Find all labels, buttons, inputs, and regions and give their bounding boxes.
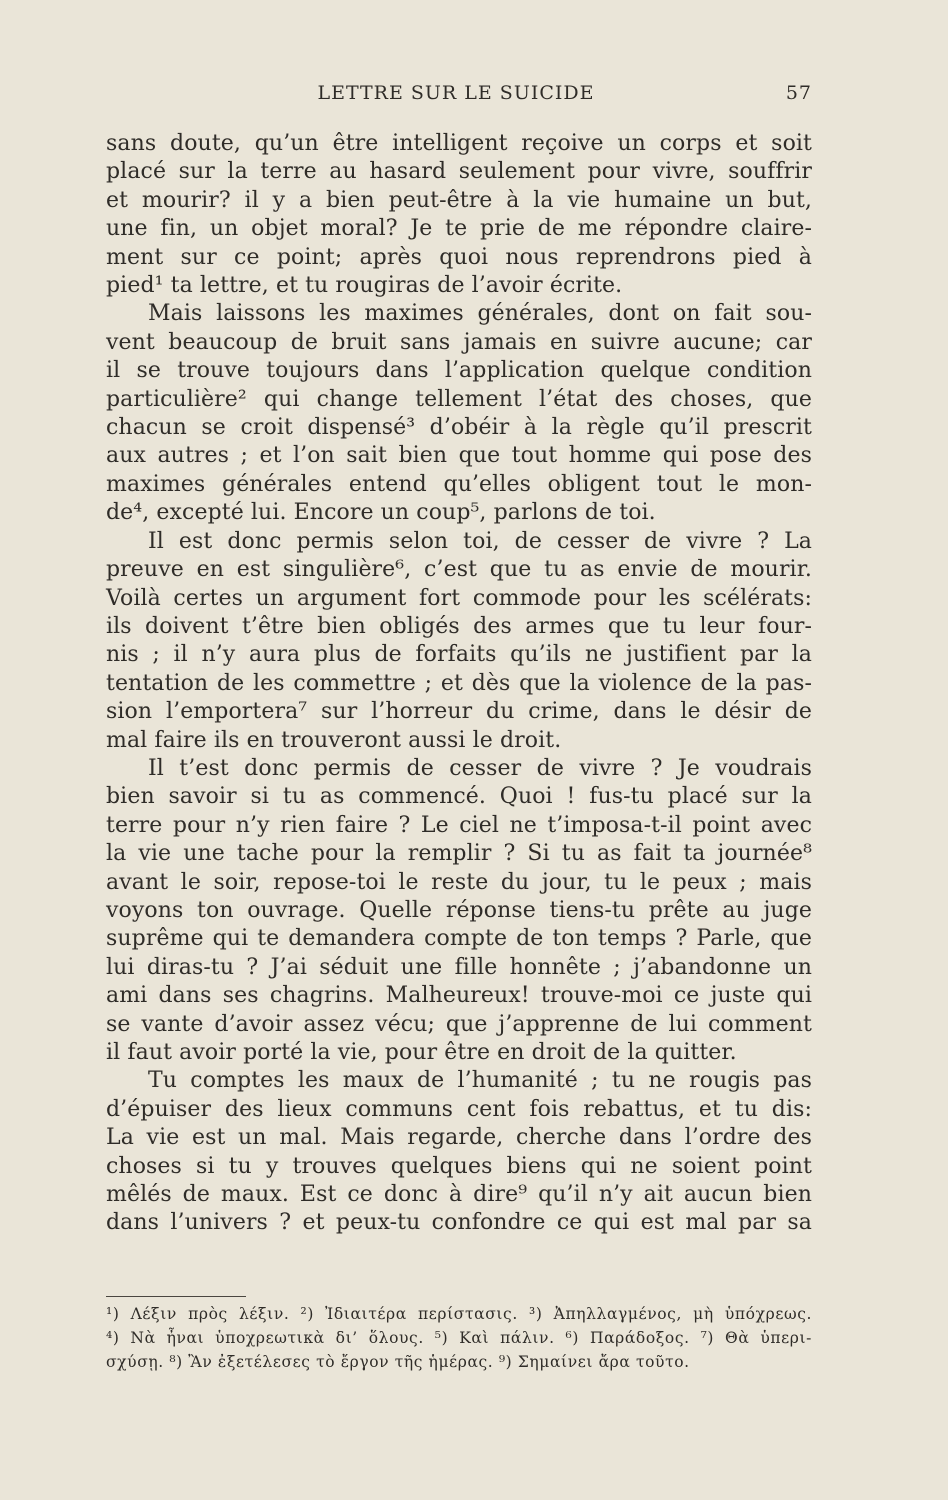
text-line: pied¹ ta lettre, et tu rougiras de l’avoir écrite.	[106, 273, 623, 299]
text-line: se vante d’avoir assez vécu; que j’apprenne de lui comment	[106, 1011, 812, 1037]
text-line: preuve en est singulière⁶, c’est que tu as envie de mourir.	[106, 557, 812, 583]
text-line: tentation de les commettre ; et dès que la violence de la pas-	[106, 670, 812, 696]
text-line: Mais laissons les maximes générales, dont on fait sou-	[148, 301, 812, 327]
text-line: particulière² qui change tellement l’état des choses, que	[106, 386, 812, 412]
text-line: nis ; il n’y aura plus de forfaits qu’ils ne justifient par la	[106, 642, 812, 668]
text-line: il se trouve toujours dans l’application quelque condition	[106, 358, 812, 384]
text-line: Il t’est donc permis de cesser de vivre ? Je voudrais	[148, 755, 812, 781]
running-title: LETTRE SUR LE SUICIDE	[317, 82, 595, 104]
footnote-divider	[106, 1296, 246, 1297]
text-line: La vie est un mal. Mais regarde, cherche dans l’ordre des	[106, 1125, 812, 1151]
text-line: Il est donc permis selon toi, de cesser de vivre ? La	[148, 528, 812, 554]
footnote-line: ¹) Λέξιν πρὸς λέξιν. ²) Ἰδιαιτέρα περίστασις. ³) Ἀπηλλαγμένος, μὴ ὑπόχρεως.	[106, 1305, 812, 1323]
text-line: bien savoir si tu as commencé. Quoi ! fus-tu placé sur la	[106, 784, 812, 810]
main-text	[106, 130, 812, 1238]
text-line: terre pour n’y rien faire ? Le ciel ne t’imposa-t-il point avec	[106, 812, 812, 838]
text-line: sans doute, qu’un être intelligent reçoive un corps et soit	[106, 131, 812, 156]
text-line: voyons ton ouvrage. Quelle réponse tiens-tu prête au juge	[106, 897, 812, 923]
text-line: et mourir? il y a bien peut-être à la vie humaine un but,	[106, 187, 812, 213]
footnote-line: σχύσῃ. ⁸) Ἂν ἐξετέλεσες τὸ ἔργον τῆς ἡμέρας. ⁹) Σημαίνει ἄρα τοῦτο.	[106, 1353, 690, 1371]
text-line: ment sur ce point; après quoi nous reprendrons pied à	[106, 244, 812, 270]
page-number: 57	[785, 82, 812, 104]
text-line: avant le soir, repose-toi le reste du jour, tu le peux ; mais	[106, 869, 812, 895]
text-line: d’épuiser des lieux communs cent fois rebattus, et tu dis:	[106, 1096, 812, 1122]
text-line: choses si tu y trouves quelques biens qui ne soient point	[106, 1153, 812, 1179]
text-line: il faut avoir porté la vie, pour être en droit de la quitter.	[106, 1040, 737, 1065]
footnotes	[106, 1302, 812, 1374]
footnote-line: ⁴) Νὰ ἦναι ὑποχρεωτικὰ δι’ ὅλους. ⁵) Καὶ πάλιν. ⁶) Παράδοξος. ⁷) Θὰ ὑπερι-	[106, 1329, 812, 1347]
text-line: maximes générales entend qu’elles obligent tout le mon-	[106, 471, 812, 497]
text-line: suprême qui te demandera compte de ton temps ? Parle, que	[106, 926, 812, 952]
text-line: de⁴, excepté lui. Encore un coup⁵, parlons de toi.	[106, 500, 656, 526]
text-line: Voilà certes un argument fort commode pour les scélérats:	[106, 585, 812, 611]
text-line: ami dans ses chagrins. Malheureux! trouve-moi ce juste qui	[106, 983, 812, 1009]
text-line: aux autres ; et l’on sait bien que tout homme qui pose des	[106, 443, 812, 469]
text-line: une fin, un objet moral? Je te prie de me répondre claire-	[106, 216, 812, 242]
page-header	[100, 82, 812, 114]
text-line: lui diras-tu ? J’ai séduit une fille honnête ; j’abandonne un	[106, 954, 812, 980]
text-line: dans l’univers ? et peux-tu confondre ce qui est mal par sa	[106, 1210, 812, 1236]
text-line: placé sur la terre au hasard seulement pour vivre, souffrir	[106, 159, 812, 185]
text-line: ils doivent t’être bien obligés des armes que tu leur four-	[106, 613, 812, 639]
text-line: sion l’emportera⁷ sur l’horreur du crime, dans le désir de	[106, 699, 812, 725]
text-line: mêlés de maux. Est ce donc à dire⁹ qu’il n’y ait aucun bien	[106, 1182, 812, 1208]
text-line: la vie une tache pour la remplir ? Si tu as fait ta journée⁸	[106, 841, 812, 867]
text-line: chacun se croit dispensé³ d’obéir à la règle qu’il prescrit	[106, 415, 812, 441]
text-line: Tu comptes les maux de l’humanité ; tu ne rougis pas	[148, 1068, 812, 1094]
text-line: mal faire ils en trouveront aussi le droit.	[106, 727, 562, 753]
text-line: vent beaucoup de bruit sans jamais en suivre aucune; car	[106, 329, 812, 355]
